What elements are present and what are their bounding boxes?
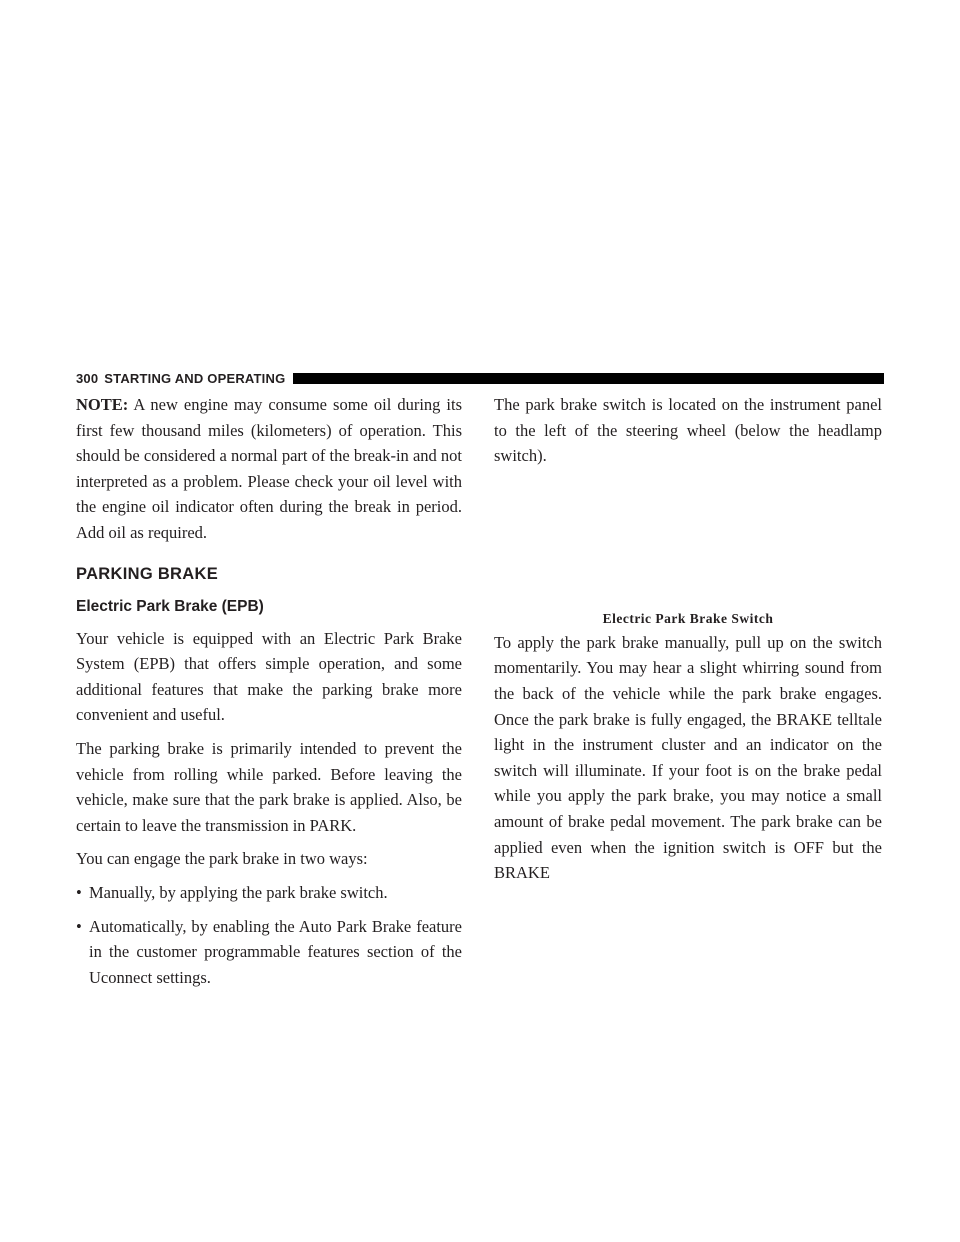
bullet-list — [76, 880, 462, 990]
list-item-text: Automatically, by enabling the Auto Park Brake feature in the customer programmable features section of the Uconnect settings. — [89, 916, 462, 987]
right-column — [494, 392, 882, 886]
note-text: A new engine may consume some oil during its first few thousand miles (kilometers) of operation. This should be considered a normal part of the break-in and not interpreted as a problem. Please check your oil level with the engine oil indicator often during the break in period. Add oil as required. — [76, 395, 463, 542]
note-paragraph — [76, 392, 462, 546]
bullet-icon: • — [76, 916, 82, 936]
figure-placeholder — [494, 481, 882, 610]
subsection-heading: Electric Park Brake (EPB) — [76, 597, 264, 615]
intro-paragraph: The park brake switch is located on the instrument panel to the left of the steering wheel (below the headlamp switch). — [494, 395, 882, 466]
body-paragraph: Your vehicle is equipped with an Electric Park Brake System (EPB) that offers simple operation, and some additional features that make the parking brake more convenient and useful. — [76, 628, 462, 725]
body-paragraph: To apply the park brake manually, pull up on the switch momentarily. You may hear a slight whirring sound from the back of the vehicle while the park brake engages. Once the park brake is fully engaged, the BRAKE telltale light in the instrument cluster and an indicator on the switch will illuminate. If your foot is on the brake pedal while you apply the park brake, you may notice a small amount of brake pedal movement. The park brake can be applied even when the ignition switch is OFF but the BRAKE — [494, 632, 882, 883]
note-label: NOTE: — [76, 395, 129, 414]
body-paragraph: You can engage the park brake in two ways: — [76, 849, 368, 869]
bullet-icon: • — [76, 882, 82, 902]
header-rule — [293, 373, 884, 384]
list-item — [76, 880, 462, 906]
section-title: STARTING AND OPERATING — [104, 370, 286, 386]
page-number: 300 — [76, 370, 99, 386]
figure-caption: Electric Park Brake Switch — [602, 610, 774, 626]
body-paragraph: The parking brake is primarily intended to prevent the vehicle from rolling while parked. Before leaving the vehicle, make sure that the park brake is applied. Also, be certain to leave the transmission in PARK. — [76, 738, 462, 835]
list-item — [76, 914, 462, 991]
section-heading: PARKING BRAKE — [76, 564, 219, 583]
list-item-text: Manually, by applying the park brake switch. — [89, 882, 388, 902]
page-header — [76, 369, 884, 387]
left-column — [76, 392, 462, 990]
